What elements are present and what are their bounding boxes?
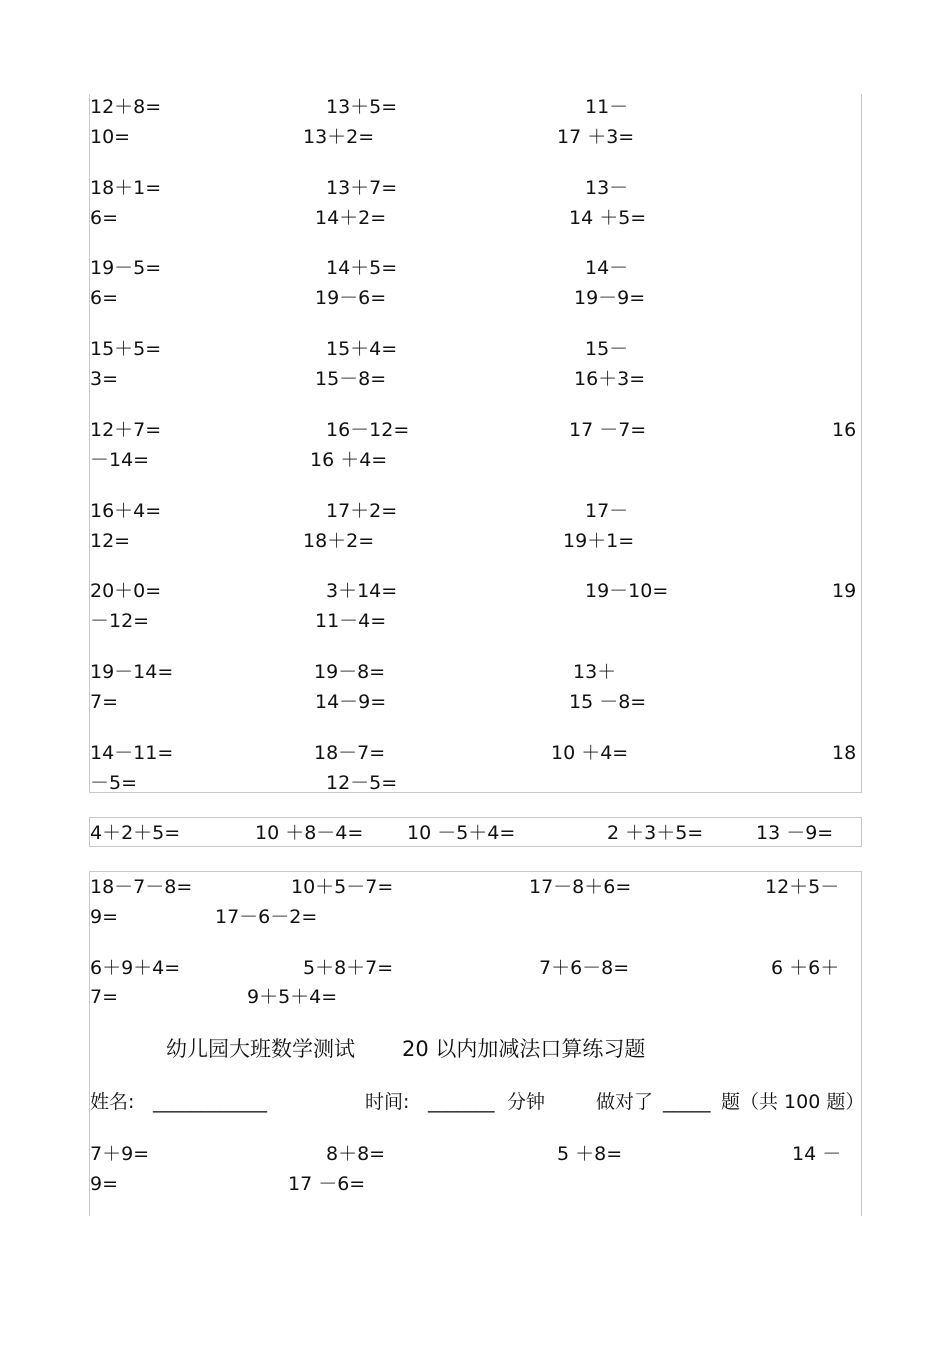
problem: 16 <box>832 418 857 441</box>
problem: 18－7= <box>314 741 386 764</box>
problem: 18－7－8= <box>90 876 193 898</box>
problem: 17－6－2= <box>215 906 318 928</box>
problem: 17 －7= <box>569 418 647 441</box>
problem: 3= <box>90 368 119 391</box>
time-label: 时间: <box>365 1091 410 1113</box>
problem: 14－9= <box>315 690 387 713</box>
problem: 18 <box>832 741 857 764</box>
problem: 14＋2= <box>315 206 387 229</box>
page-title: 幼儿园大班数学测试 <box>166 1037 355 1061</box>
correct-field[interactable]: _____ <box>663 1091 711 1113</box>
problem: 16 ＋4= <box>310 448 388 471</box>
problem: 15＋4= <box>326 338 398 361</box>
problem: 20＋0= <box>90 580 162 603</box>
name-label: 姓名: <box>90 1091 135 1113</box>
strip-top-border <box>89 817 862 818</box>
problem: －14= <box>90 448 150 471</box>
block1-right-border <box>861 94 862 792</box>
problem: 12＋7= <box>90 418 162 441</box>
block2-top-border <box>89 871 862 872</box>
problem: 7= <box>90 986 119 1008</box>
problem: 15 －8= <box>569 690 647 713</box>
problem: 13＋ <box>573 660 617 683</box>
name-field[interactable]: ____________ <box>153 1091 267 1113</box>
problem: 17 ＋3= <box>557 126 635 148</box>
strip-right-border <box>861 817 862 847</box>
strip-bottom-border <box>89 846 862 847</box>
problem: 19＋1= <box>563 529 635 552</box>
problem: 15－8= <box>315 368 387 391</box>
problem: 9＋5＋4= <box>247 986 338 1008</box>
problem: －5= <box>90 771 138 794</box>
problem: 18＋1= <box>90 176 162 199</box>
problem: 5 ＋8= <box>557 1143 623 1165</box>
block2-right-border <box>861 871 862 1216</box>
problem: 3＋14= <box>326 580 398 603</box>
problem: 19－8= <box>314 660 386 683</box>
problem: 10 ＋4= <box>551 741 629 764</box>
problem: 12＋8= <box>90 96 162 118</box>
problem: 17－8＋6= <box>529 876 632 898</box>
problem: 19－14= <box>90 660 174 683</box>
problem: 7＋6－8= <box>539 957 630 979</box>
problem: 19－5= <box>90 257 162 280</box>
problem: 19－6= <box>315 287 387 310</box>
problem: 7= <box>90 690 119 713</box>
problem: 17 －6= <box>288 1173 366 1195</box>
strip-problem: 2 ＋3＋5= <box>607 822 704 844</box>
problem: 9= <box>90 1173 119 1195</box>
problem: 9= <box>90 906 119 928</box>
strip-problem: 4＋2＋5= <box>90 822 181 844</box>
problem: 13＋2= <box>303 126 375 148</box>
problem: 18＋2= <box>303 529 375 552</box>
problem: 17－ <box>585 499 629 522</box>
problem: 12＋5－ <box>765 876 840 898</box>
block1-bottom-border <box>89 792 862 793</box>
problem: 19－9= <box>574 287 646 310</box>
problem: 16－12= <box>326 418 410 441</box>
problem: 5＋8＋7= <box>303 957 394 979</box>
problem: －12= <box>90 610 150 633</box>
page-subtitle: 20 以内加减法口算练习题 <box>402 1037 646 1061</box>
problem: 10＋5－7= <box>291 876 394 898</box>
problem: 14－ <box>585 257 629 280</box>
problem: 13＋7= <box>326 176 398 199</box>
problem: 14 － <box>792 1143 842 1165</box>
problem: 14 ＋5= <box>569 206 647 229</box>
time-field[interactable]: _______ <box>428 1091 495 1113</box>
problem: 15－ <box>585 338 629 361</box>
strip-problem: 10 －5＋4= <box>407 822 516 844</box>
problem: 10= <box>90 126 131 148</box>
problem: 6 ＋6＋ <box>771 957 840 979</box>
problem: 17＋2= <box>326 499 398 522</box>
problem: 6= <box>90 206 119 229</box>
problem: 19－10= <box>585 580 669 603</box>
problem: 15＋5= <box>90 338 162 361</box>
time-unit: 分钟 <box>507 1091 546 1113</box>
problem: 14＋5= <box>326 257 398 280</box>
problem: 16＋3= <box>574 368 646 391</box>
problem: 13＋5= <box>326 96 398 118</box>
correct-suffix: 题（共 100 题） <box>721 1091 865 1113</box>
problem: 12－5= <box>326 771 398 794</box>
problem: 16＋4= <box>90 499 162 522</box>
block1-left-border <box>89 94 90 792</box>
problem: 19 <box>832 580 857 603</box>
problem: 11－ <box>585 96 629 118</box>
strip-problem: 13 －9= <box>756 822 834 844</box>
problem: 8＋8= <box>326 1143 386 1165</box>
problem: 12= <box>90 529 131 552</box>
problem: 14－11= <box>90 741 174 764</box>
problem: 13－ <box>585 176 629 199</box>
correct-label: 做对了 <box>596 1091 654 1113</box>
problem: 7＋9= <box>90 1143 150 1165</box>
problem: 6= <box>90 287 119 310</box>
strip-problem: 10 ＋8－4= <box>255 822 364 844</box>
problem: 6＋9＋4= <box>90 957 181 979</box>
problem: 11－4= <box>315 610 387 633</box>
